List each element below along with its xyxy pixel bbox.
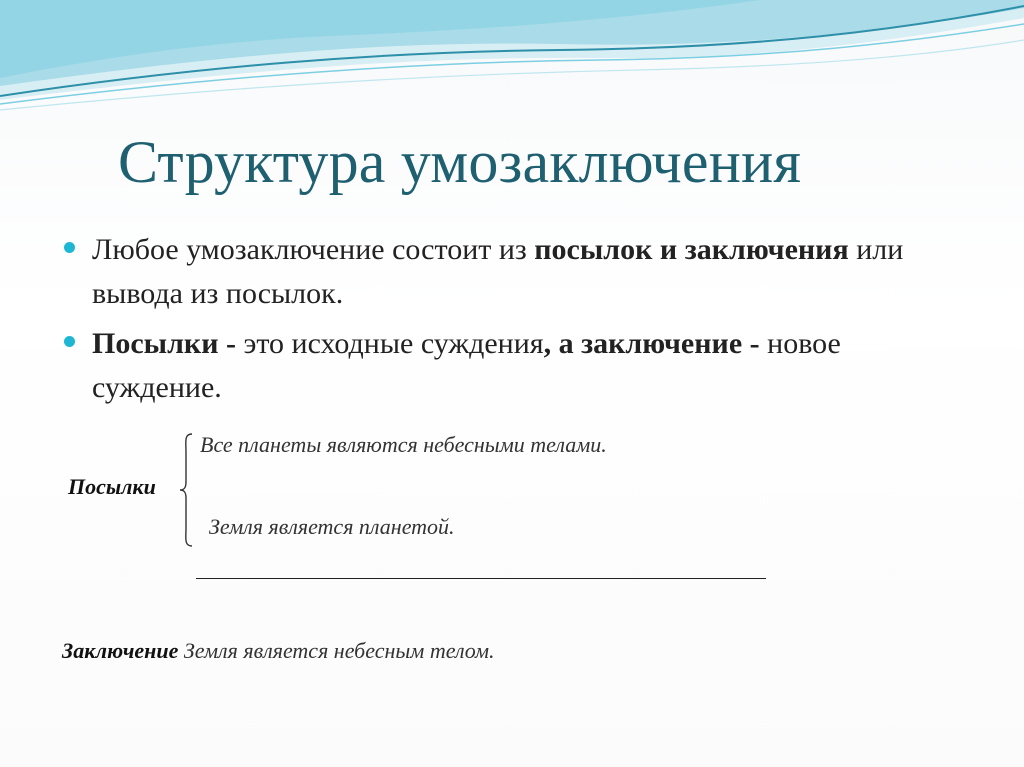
conclusion-text: Земля является небесным телом. bbox=[178, 638, 495, 663]
bullet-list bbox=[62, 228, 962, 416]
conclusion-line bbox=[62, 638, 495, 664]
bullet-item-1 bbox=[62, 228, 962, 316]
bullet-1-part-2: посылок и заключения bbox=[534, 233, 849, 266]
bullet-2-part-4: новое суждение. bbox=[92, 327, 841, 404]
bullet-1-part-1: Любое умозаключение состоит из bbox=[92, 233, 535, 266]
slide-title: Структура умозаключения bbox=[118, 129, 802, 195]
decorative-waves bbox=[0, 0, 1024, 130]
brace-icon bbox=[178, 432, 200, 548]
bullet-2-part-1: Посылки - bbox=[92, 327, 244, 360]
bullet-1-part-3: или вывода из посылок. bbox=[92, 233, 904, 310]
conclusion-divider bbox=[196, 578, 766, 579]
bullet-2-part-3: , а заключение - bbox=[543, 327, 768, 360]
bullet-2-part-2: это исходные суждения bbox=[243, 327, 544, 360]
conclusion-label: Заключение bbox=[62, 638, 179, 663]
premise-2: Земля является планетой. bbox=[209, 514, 455, 539]
premises-label: Посылки bbox=[68, 474, 156, 499]
bullet-dot-icon bbox=[64, 336, 75, 347]
bullet-item-2 bbox=[62, 322, 962, 410]
bullet-dot-icon bbox=[64, 242, 75, 253]
premise-1: Все планеты являются небесными телами. bbox=[200, 432, 607, 457]
